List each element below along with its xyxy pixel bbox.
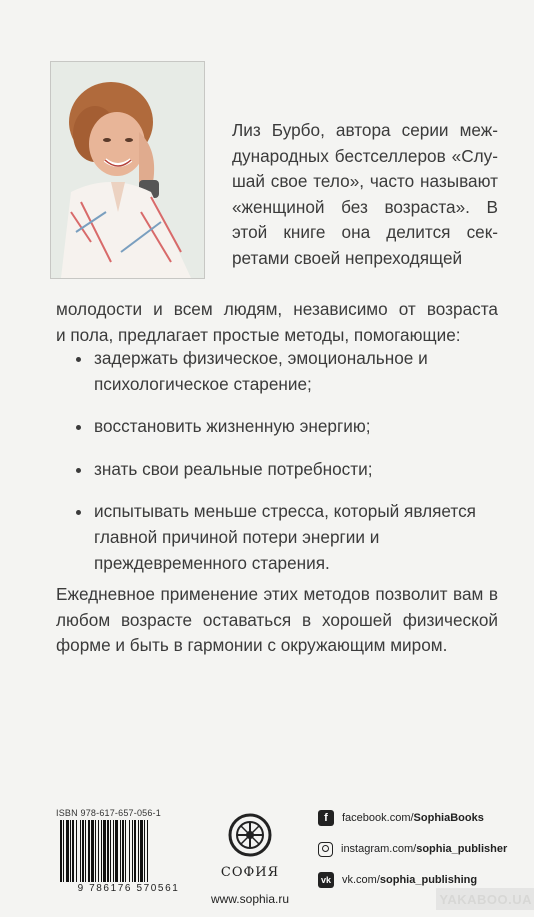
watermark: YAKABOO.UA	[436, 888, 534, 910]
isbn-label: ISBN 978-617-657-056-1	[56, 808, 161, 818]
benefit-list	[56, 346, 496, 593]
intro-line-1: молодости и всем людям, независимо от возраста	[56, 299, 498, 319]
publisher-logo	[210, 812, 290, 906]
facebook-link[interactable]: f facebook.com/ SophiaBooks	[318, 808, 534, 828]
list-item: знать свои реальные потребности;	[56, 457, 496, 483]
list-item: задержать физическое, эмоциональное и психологическое старение;	[56, 346, 496, 397]
list-item: восстановить жизненную энергию;	[56, 414, 496, 440]
barcode-digits: 9 786176 570561	[77, 883, 180, 894]
vk-link[interactable]: vk vk.com/ sophia_publishing	[318, 870, 534, 890]
list-item: испытывать меньше стресса, который является главной причиной потери энергии и преждевременного старения.	[56, 499, 496, 576]
instagram-icon	[318, 842, 333, 857]
barcode	[56, 820, 201, 882]
intro-line-2: и пола, предлагает простые методы, помогающие:	[56, 325, 461, 345]
vk-icon: vk	[318, 872, 334, 888]
bullet-icon	[76, 425, 81, 430]
instagram-link[interactable]: instagram.com/ sophia_publisher	[318, 839, 534, 859]
isbn-block	[56, 808, 201, 894]
bullet-icon	[76, 510, 81, 515]
sophia-logo-icon	[227, 812, 273, 858]
intro-text: Лиз Бурбо, автора серии международных бестселлеров «Слушай свое тело», часто называют «женщиной без возраста». В этой книге она делится секретами своей непреходящей	[232, 120, 498, 268]
bullet-icon	[76, 357, 81, 362]
author-photo	[50, 61, 205, 279]
publisher-url: www.sophia.ru	[210, 892, 290, 906]
outro-text: Ежедневное применение этих методов позволит вам в любом возрасте оставаться в хорошей физической форме и быть в гармонии с окружающим миром.	[56, 584, 498, 656]
facebook-icon: f	[318, 810, 334, 826]
publisher-name: СОФИЯ	[220, 865, 280, 880]
bullet-icon	[76, 468, 81, 473]
